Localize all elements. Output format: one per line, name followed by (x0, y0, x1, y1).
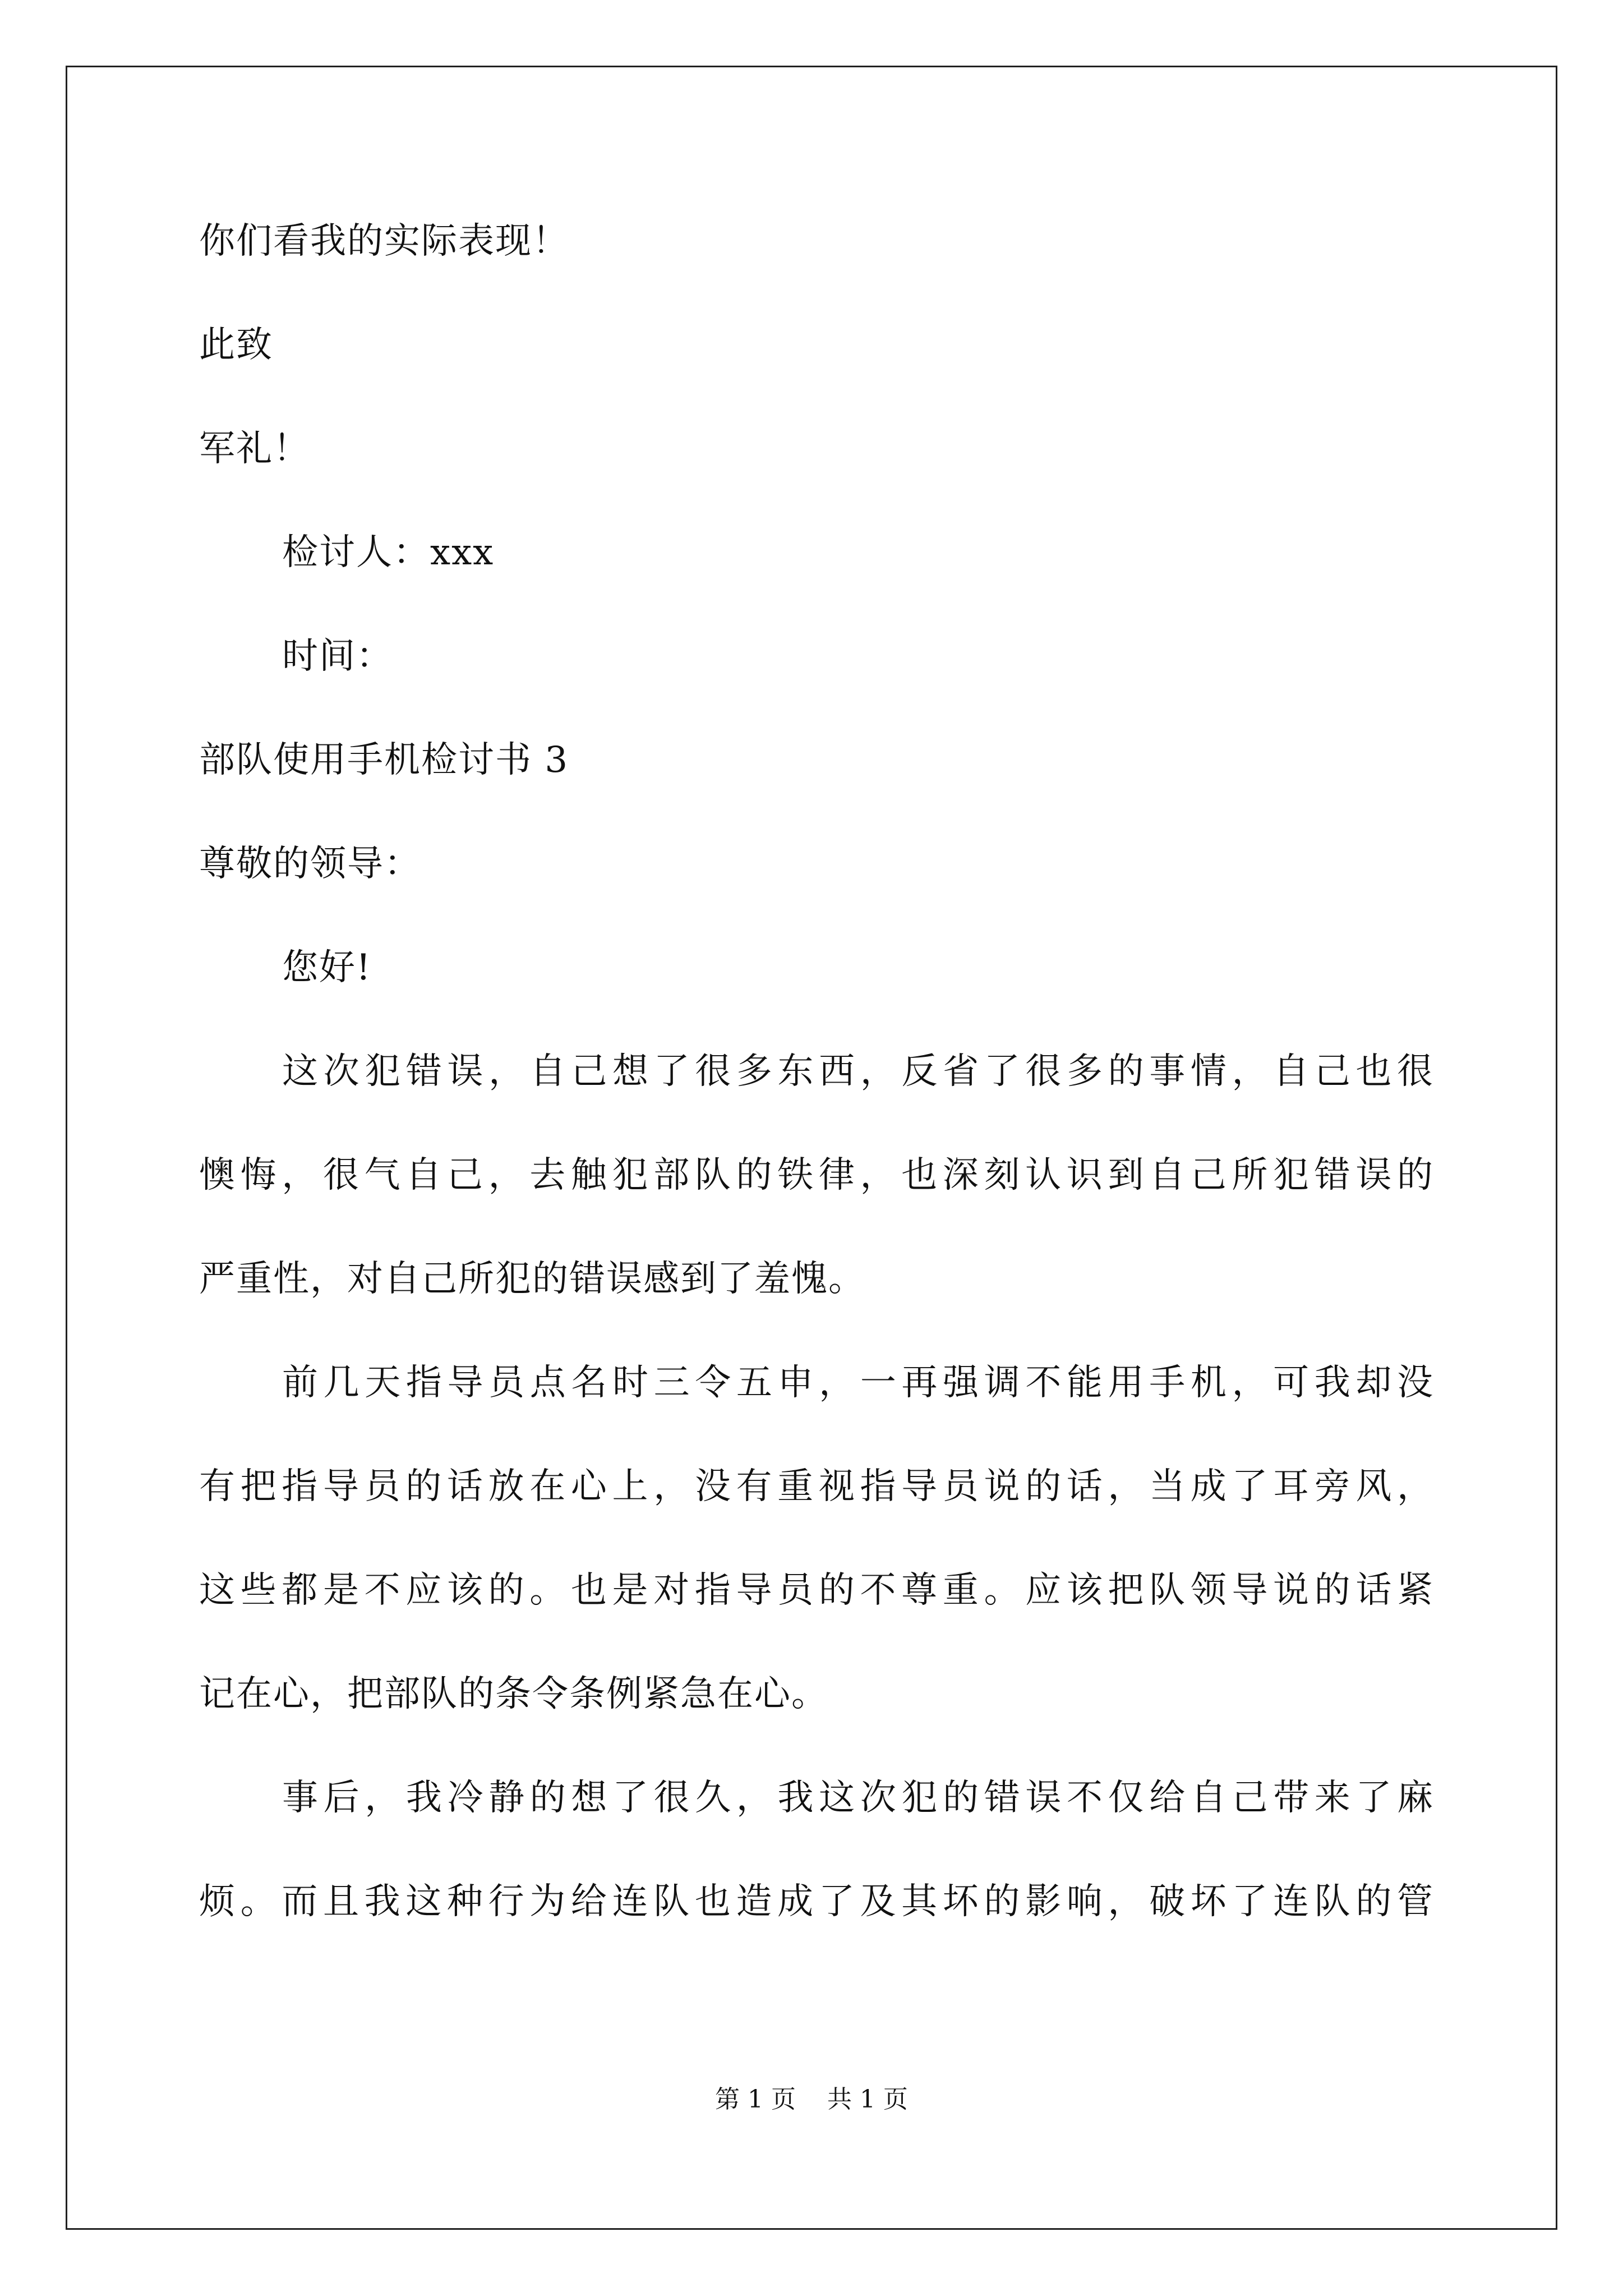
paragraph-line: 有把指导员的话放在心上，没有重视指导员说的话，当成了耳旁风， (199, 1466, 1433, 1507)
text-line-closing: 你们看我的实际表现！ (199, 220, 569, 262)
paragraph-line: 前几天指导员点名时三令五申，一再强调不能用手机，可我却没 (282, 1362, 1433, 1404)
paragraph-line: 这些都是不应该的。也是对指导员的不尊重。应该把队领导说的话紧 (199, 1570, 1433, 1611)
section-title: 部队使用手机检讨书 3 (199, 739, 569, 781)
addressee: 尊敬的领导： (199, 843, 421, 885)
signature-date: 时间： (282, 636, 393, 677)
text-line-salute: 军礼！ (199, 428, 310, 470)
signature-author: 检讨人：xxx (282, 532, 495, 573)
greeting: 您好! (282, 947, 372, 988)
paragraph-line: 烦。而且我这种行为给连队也造成了及其坏的影响，破坏了连队的管 (199, 1881, 1433, 1922)
paragraph-line: 记在心，把部队的条令条例紧急在心。 (199, 1673, 828, 1715)
paragraph-line: 严重性，对自己所犯的错误感到了羞愧。 (199, 1258, 865, 1300)
text-line-salutation-close: 此致 (199, 324, 273, 366)
paragraph-line: 这次犯错误，自己想了很多东西，反省了很多的事情，自己也很 (282, 1051, 1433, 1092)
page-number-footer: 第 1 页 共 1 页 (715, 2085, 908, 2114)
paragraph-line: 懊悔，很气自己，去触犯部队的铁律，也深刻认识到自己所犯错误的 (199, 1154, 1433, 1196)
paragraph-line: 事后，我冷静的想了很久，我这次犯的错误不仅给自己带来了麻 (282, 1777, 1433, 1819)
